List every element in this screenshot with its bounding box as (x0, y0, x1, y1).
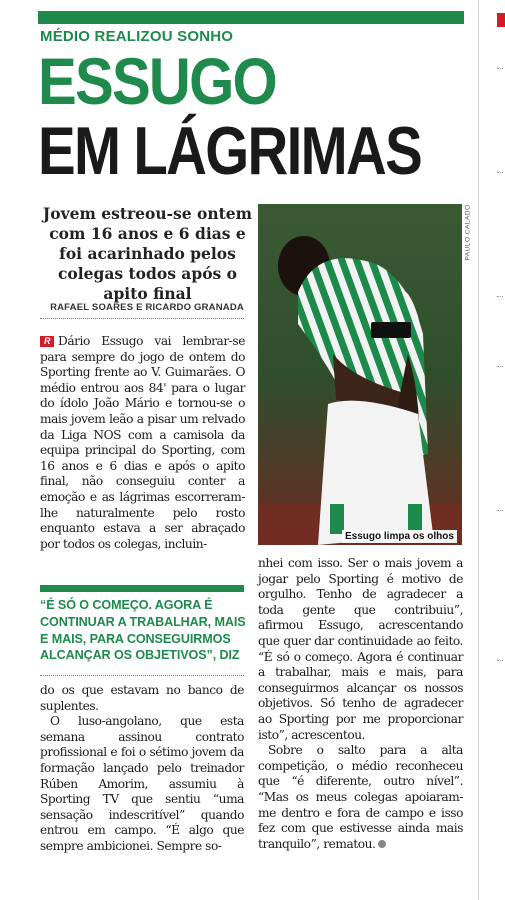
next-page-edge-rule (497, 296, 503, 297)
photo-credit: PAULO CALADO (464, 204, 472, 261)
body-paragraph: nhei com isso. Ser o mais jovem a jogar pelo Sporting é motivo de orgulho. Tenho de agradecer a toda gente que contribuiu”, afirmou Essugo, acrescentando que quer dar continuidade ao feito. “É só o começo. Agora é continuar a trabalhar, mais e mais, para conseguirmos alcançar os nossos objetivos. Só tenho de agradecer ao Sporting por me proporcionar isto”, acrescentou. (258, 556, 463, 742)
standfirst: Jovem estreou-se ontem com 16 anos e 6 dias e foi acarinhado pelos colegas todos após o apito final (42, 204, 253, 303)
next-page-edge-rule (497, 172, 503, 173)
page-gutter (478, 0, 479, 900)
kicker: MÉDIO REALIZOU SONHO (40, 28, 234, 45)
end-of-article-icon (378, 840, 386, 848)
next-page-edge-rule (497, 68, 503, 69)
byline-divider (40, 318, 244, 319)
pull-quote: “É SÓ O COMEÇO. AGORA É CONTINUAR A TRABALHAR, MAIS E MAIS, PARA CONSEGUIRMOS ALCANÇAR OS OBJETIVOS”, DIZ (40, 598, 246, 663)
pull-quote-bar (40, 585, 244, 592)
headline-line-2: EM LÁGRIMAS (38, 113, 422, 189)
section-top-bar (38, 11, 464, 24)
next-page-edge-rule (497, 660, 503, 661)
next-page-edge-mark (497, 13, 505, 27)
body-column-1-bottom (40, 683, 244, 855)
article-photo (258, 204, 462, 545)
record-logo-icon: R (40, 336, 54, 347)
pull-quote-divider (40, 675, 244, 676)
photo-caption: Essugo limpa os olhos (342, 530, 457, 543)
body-paragraph: do os que estavam no banco de suplentes. (40, 683, 244, 713)
next-page-edge-rule (497, 510, 503, 511)
body-column-1-top (40, 334, 245, 552)
body-column-2 (258, 556, 463, 852)
headline-line-1: ESSUGO (38, 44, 276, 118)
body-paragraph: Sobre o salto para a alta competição, o médio reconheceu que “é diferente, outro nível”. “Mas os meus colegas apoiaram-me dentro e fora de campo e isso fez com que estivesse ainda mais tranquilo”, rematou. (258, 743, 463, 851)
next-page-edge-rule (497, 366, 503, 367)
body-paragraph: Dário Essugo vai lembrar-se para sempre do jogo de ontem do Sporting frente ao V. Guimarães. O médio entrou aos 84' para o lugar do ídolo João Mário e tornou-se o mais jovem leão a pisar um relvado da Liga NOS com a camisola da equipa principal do Sporting, com 16 anos e 6 dias e após o apito final, não conseguiu conter a emoção e as lágrimas escorreram-lhe naturalmente pelo rosto enquanto estava a ser abraçado por todos os colegas, incluin- (40, 334, 245, 551)
byline: RAFAEL SOARES E RICARDO GRANADA (50, 302, 244, 313)
player-photo-illustration (258, 204, 462, 545)
body-paragraph: O luso-angolano, que esta semana assinou contrato profissional e foi o sétimo jovem da formação lançado pelo treinador Rúben Amorim, assumiu à Sporting TV que sentiu “uma sensação indescritível” quando entrou em campo. “É algo que sempre ambicionei. Sempre so- (40, 714, 244, 853)
